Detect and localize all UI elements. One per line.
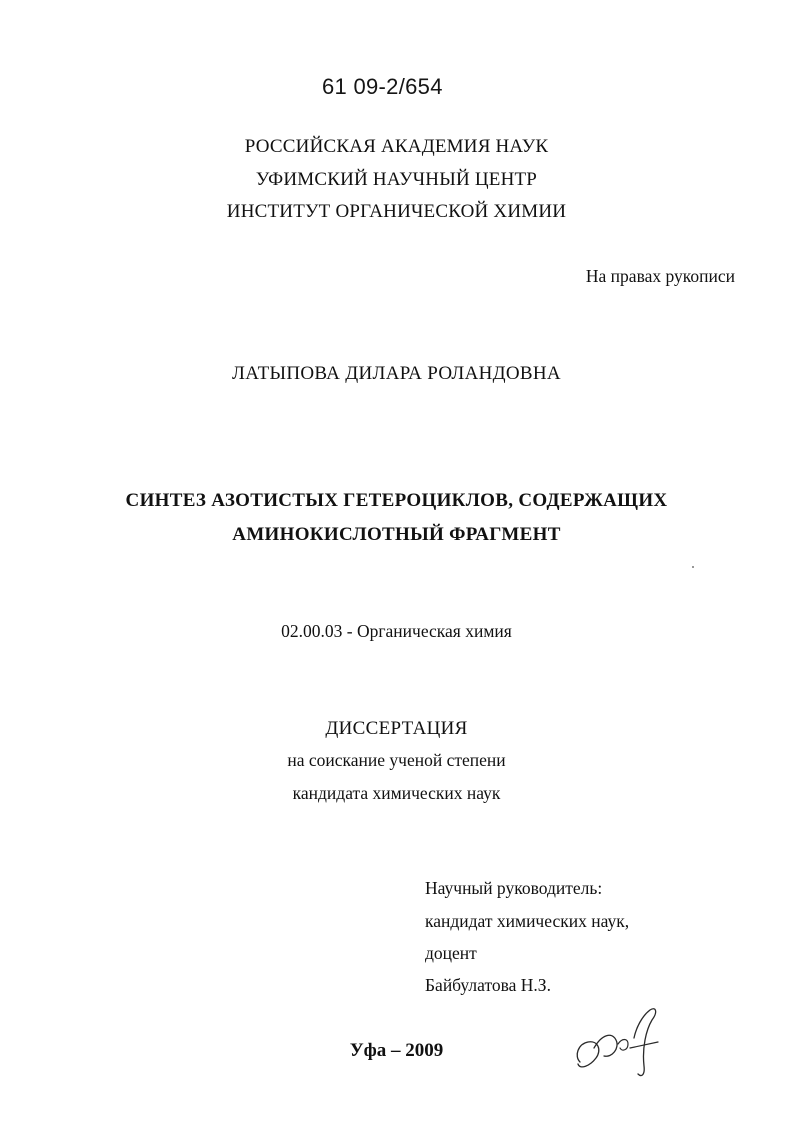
organization-line-academy: РОССИЙСКАЯ АКАДЕМИЯ НАУК (244, 136, 549, 157)
advisor-degree: кандидат химических наук, (425, 911, 630, 931)
thesis-title-line-1: СИНТЕЗ АЗОТИСТЫХ ГЕТЕРОЦИКЛОВ, СОДЕРЖАЩИХ (125, 490, 668, 511)
archive-code: 61 09-2/654 (322, 74, 443, 99)
organization-line-center: УФИМСКИЙ НАУЧНЫЙ ЦЕНТР (255, 169, 538, 190)
specialty-code: 02.00.03 - Органическая химия (281, 621, 512, 641)
thesis-title-line-2: АМИНОКИСЛОТНЫЙ ФРАГМЕНТ (232, 524, 561, 545)
advisor-rank: доцент (425, 943, 477, 963)
manuscript-rights-note: На правах рукописи (585, 266, 735, 286)
degree-line-1: на соискание ученой степени (287, 750, 506, 770)
handwritten-signature (572, 1004, 672, 1084)
scan-speck (692, 566, 694, 568)
advisor-label: Научный руководитель: (425, 878, 603, 898)
document-type: ДИССЕРТАЦИЯ (325, 718, 468, 739)
advisor-name: Байбулатова Н.З. (425, 975, 551, 995)
author-name: ЛАТЫПОВА ДИЛАРА РОЛАНДОВНА (232, 363, 561, 384)
city-year: Уфа – 2009 (349, 1040, 444, 1061)
organization-line-institute: ИНСТИТУТ ОРГАНИЧЕСКОЙ ХИМИИ (226, 201, 567, 222)
degree-line-2: кандидата химических наук (292, 783, 501, 803)
